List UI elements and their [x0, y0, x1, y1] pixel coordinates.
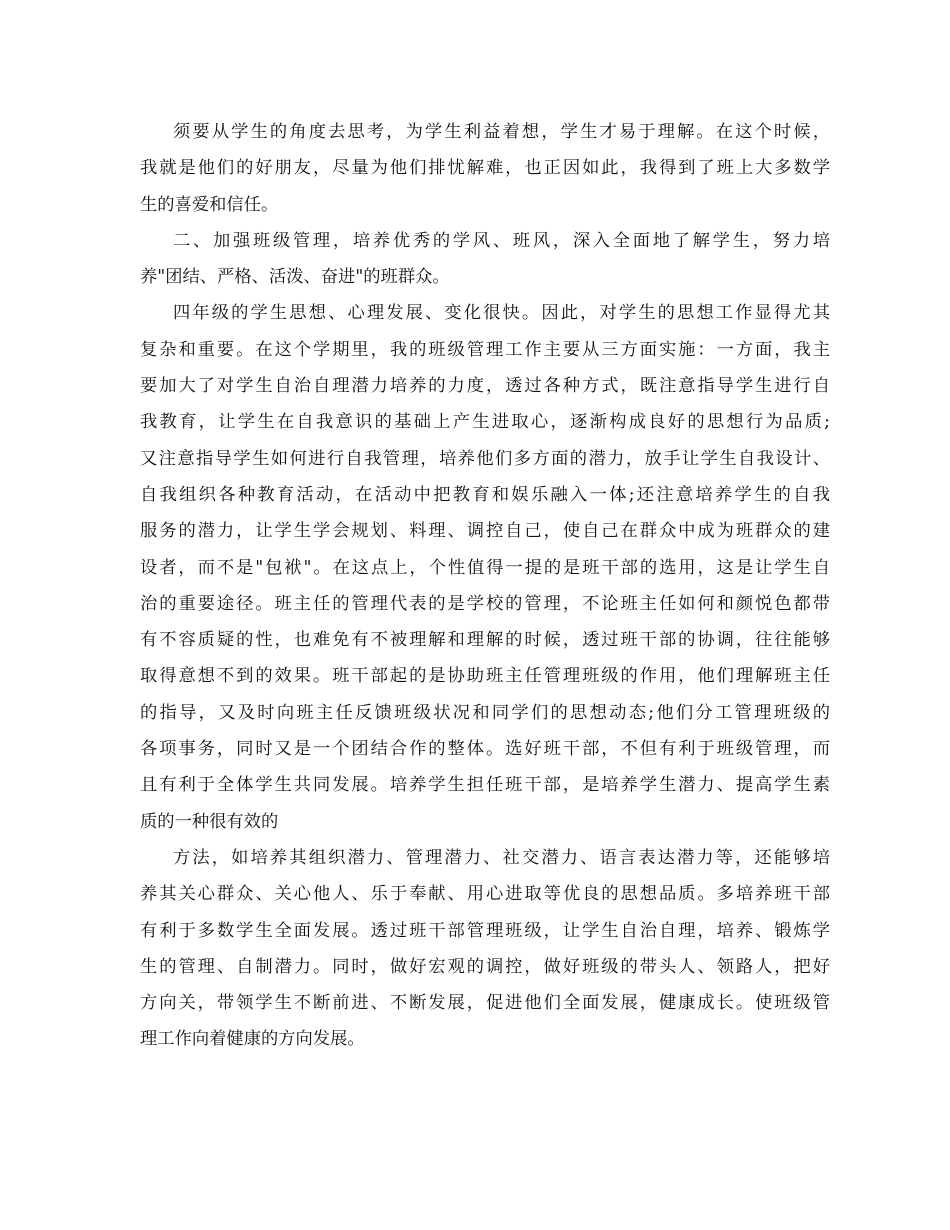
text-line: 设者，而不是"包袱"。在这点上，个性值得一提的是班干部的选用，这是让学生自	[140, 557, 830, 578]
text-line: 自我组织各种教育活动，在活动中把教育和娱乐融入一体;还注意培养学生的自我	[140, 484, 830, 505]
text-line: 质的一种很有效的	[140, 811, 279, 832]
text-line: 养"团结、严格、活泼、奋进"的班群众。	[140, 267, 450, 288]
text-line: 生的喜爱和信任。	[140, 194, 279, 215]
text-line: 四年级的学生思想、心理发展、变化很快。因此，对学生的思想工作显得尤其	[173, 303, 830, 324]
text-line: 我就是他们的好朋友，尽量为他们排忧解难，也正因如此，我得到了班上大多数学	[140, 158, 830, 179]
paragraph-2	[140, 223, 830, 296]
paragraph-3	[140, 295, 830, 839]
text-line: 且有利于全体学生共同发展。培养学生担任班干部，是培养学生潜力、提高学生素	[140, 775, 830, 796]
document-body	[140, 114, 830, 1058]
paragraph-4	[140, 840, 830, 1058]
text-line: 有利于多数学生全面发展。透过班干部管理班级，让学生自治自理，培养、锻炼学	[140, 920, 830, 941]
text-line: 各项事务，同时又是一个团结合作的整体。选好班干部，不但有利于班级管理，而	[140, 739, 830, 760]
text-line: 生的管理、自制潜力。同时，做好宏观的调控，做好班级的带头人、领路人，把好	[140, 956, 830, 977]
text-line: 方向关，带领学生不断前进、不断发展，促进他们全面发展，健康成长。使班级管	[140, 993, 830, 1014]
text-line: 须要从学生的角度去思考，为学生利益着想，学生才易于理解。在这个时候，	[173, 122, 830, 142]
text-line: 又注意指导学生如何进行自我管理，培养他们多方面的潜力，放手让学生自我设计、	[140, 448, 830, 469]
text-line: 我教育，让学生在自我意识的基础上产生进取心，逐渐构成良好的思想行为品质;	[140, 412, 830, 433]
text-line: 治的重要途径。班主任的管理代表的是学校的管理，不论班主任如何和颜悦色都带	[140, 593, 830, 614]
text-line: 复杂和重要。在这个学期里，我的班级管理工作主要从三方面实施：一方面，我主	[140, 339, 830, 360]
paragraph-1	[140, 114, 830, 223]
text-line: 的指导，又及时向班主任反馈班级状况和同学们的思想动态;他们分工管理班级的	[140, 702, 830, 723]
text-line: 取得意想不到的效果。班干部起的是协助班主任管理班级的作用，他们理解班主任	[140, 666, 830, 687]
text-line: 理工作向着健康的方向发展。	[140, 1029, 365, 1050]
text-line: 服务的潜力，让学生学会规划、料理、调控自己，使自己在群众中成为班群众的建	[140, 521, 830, 542]
text-line: 方法，如培养其组织潜力、管理潜力、社交潜力、语言表达潜力等，还能够培	[173, 847, 830, 868]
text-line: 要加大了对学生自治自理潜力培养的力度，透过各种方式，既注意指导学生进行自	[140, 376, 830, 397]
text-line: 二、加强班级管理，培养优秀的学风、班风，深入全面地了解学生，努力培	[173, 230, 830, 251]
text-line: 养其关心群众、关心他人、乐于奉献、用心进取等优良的思想品质。多培养班干部	[140, 884, 830, 905]
text-line: 有不容质疑的性，也难免有不被理解和理解的时候，透过班干部的协调，往往能够	[140, 630, 830, 651]
